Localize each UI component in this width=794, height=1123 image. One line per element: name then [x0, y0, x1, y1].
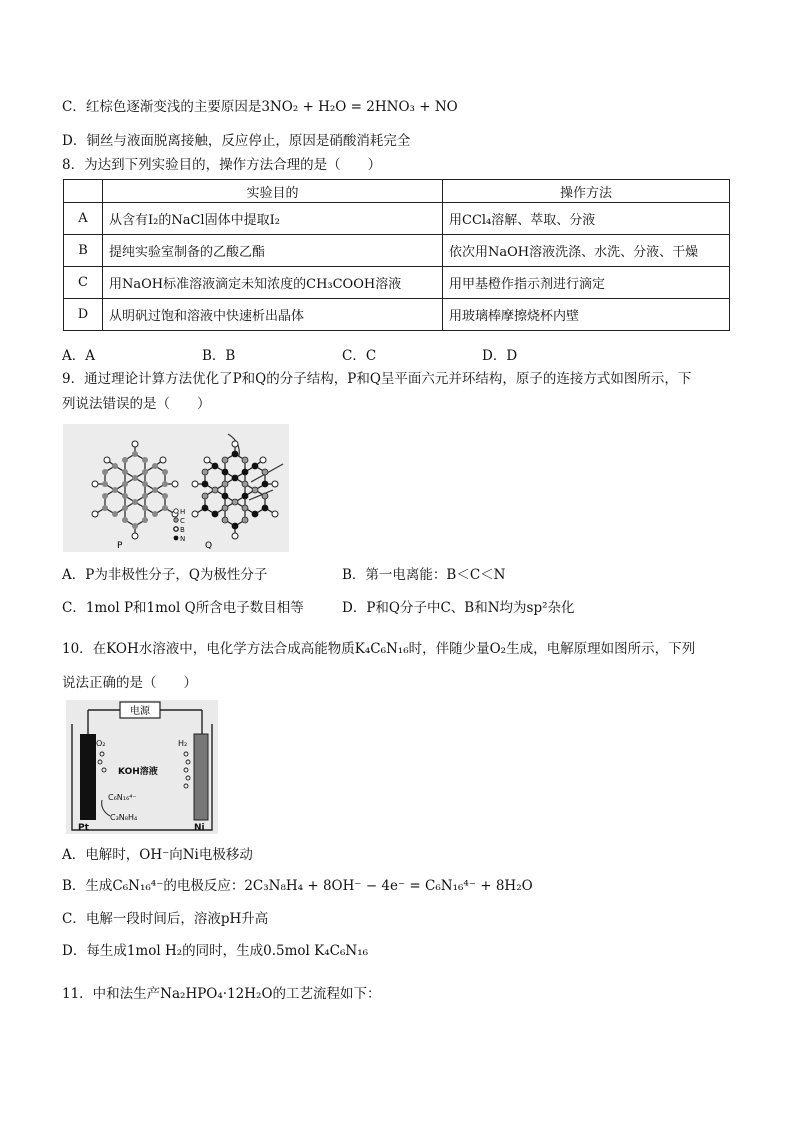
q9-option-c: C．1mol P和1mol Q所含电子数目相等 — [62, 600, 304, 616]
q8-row-label: C — [64, 267, 103, 299]
q8-answer-a: A．A — [62, 348, 95, 364]
q8-answer-c: C．C — [342, 348, 377, 364]
q10-option-b: B．生成C₆N₁₆⁴⁻的电极反应：2C₃N₈H₄ + 8OH⁻ − 4e⁻ = C₆N₁₆⁴⁻ + 8H₂O — [62, 878, 533, 894]
q8-answer-d: D．D — [482, 348, 518, 364]
q9-option-a: A．P为非极性分子，Q为极性分子 — [62, 567, 268, 583]
q8-header-blank — [64, 180, 103, 203]
q8-row-method: 依次用NaOH溶液洗涤、水洗、分液、干燥 — [443, 235, 730, 267]
table-row — [64, 203, 730, 235]
h2-label: H₂ — [178, 739, 188, 748]
q9-option-b: B．第一电离能：B＜C＜N — [342, 567, 506, 583]
q8-header-method: 操作方法 — [443, 180, 730, 203]
legend-h: H — [180, 508, 186, 516]
legend-n: N — [180, 535, 186, 543]
c3n8h4-label: C₃N₈H₄ — [110, 813, 138, 822]
table-row — [64, 299, 730, 331]
ni-label: Ni — [194, 823, 205, 833]
table-row — [64, 267, 730, 299]
q7-option-c-equation: 3NO₂ + H₂O = 2HNO₃ + NO — [261, 99, 458, 115]
q10-electrolysis-figure — [66, 700, 218, 834]
q8-row-label: A — [64, 203, 103, 235]
o2-label: O₂ — [96, 739, 106, 748]
q8-table — [63, 179, 730, 331]
q7-option-c-text: C．红棕色逐渐变浅的主要原因是 — [62, 99, 262, 115]
legend-b: B — [180, 526, 185, 534]
q7-option-c — [62, 98, 458, 116]
q8-row-purpose: 提纯实验室制备的乙酸乙酯 — [103, 235, 443, 267]
molecule-p-label: P — [117, 541, 123, 551]
q8-stem: 8．为达到下列实验目的，操作方法合理的是（ ） — [62, 157, 382, 173]
koh-label: KOH溶液 — [118, 767, 158, 777]
q10-stem-line1: 10．在KOH水溶液中，电化学方法合成高能物质K₄C₆N₁₆时，伴随少量O₂生成，电解原理如图所示，下列 — [62, 641, 696, 657]
q9-option-d: D．P和Q分子中C、B和N均为sp²杂化 — [342, 600, 575, 616]
q8-header-row — [64, 180, 730, 203]
q10-option-a: A．电解时，OH⁻向Ni电极移动 — [62, 847, 253, 863]
q11-stem: 11．中和法生产Na₂HPO₄·12H₂O的工艺流程如下： — [62, 986, 381, 1002]
table-row — [64, 235, 730, 267]
molecule-q-label: Q — [205, 541, 213, 551]
q9-stem-line2: 列说法错误的是（ ） — [62, 396, 211, 412]
q8-row-method: 用玻璃棒摩擦烧杯内壁 — [443, 299, 730, 331]
q8-row-purpose: 用NaOH标准溶液滴定未知浓度的CH₃COOH溶液 — [103, 267, 443, 299]
q8-row-purpose: 从含有I₂的NaCl固体中提取I₂ — [103, 203, 443, 235]
q10-option-c: C．电解一段时间后，溶液pH升高 — [62, 911, 269, 927]
power-supply-label: 电源 — [130, 706, 150, 717]
legend-c: C — [180, 517, 185, 525]
q7-option-d: D．铜丝与液面脱离接触，反应停止，原因是硝酸消耗完全 — [62, 133, 411, 149]
q9-molecule-figure — [63, 424, 289, 552]
q8-row-label: D — [64, 299, 103, 331]
pt-label: Pt — [78, 823, 89, 833]
q9-stem-line1: 9．通过理论计算方法优化了P和Q的分子结构，P和Q呈平面六元并环结构，原子的连接方式如图所示，下 — [62, 371, 692, 387]
q8-row-label: B — [64, 235, 103, 267]
q8-row-method: 用甲基橙作指示剂进行滴定 — [443, 267, 730, 299]
q8-row-method: 用CCl₄溶解、萃取、分液 — [443, 203, 730, 235]
q8-header-purpose: 实验目的 — [103, 180, 443, 203]
pt-electrode — [80, 734, 96, 820]
q10-option-d: D．每生成1mol H₂的同时，生成0.5mol K₄C₆N₁₆ — [62, 943, 369, 959]
q8-answer-b: B．B — [202, 348, 236, 364]
c6n16-label: C₆N₁₆⁴⁻ — [108, 793, 137, 802]
q10-stem-line2: 说法正确的是（ ） — [62, 675, 197, 691]
ni-electrode — [194, 734, 208, 820]
q8-row-purpose: 从明矾过饱和溶液中快速析出晶体 — [103, 299, 443, 331]
